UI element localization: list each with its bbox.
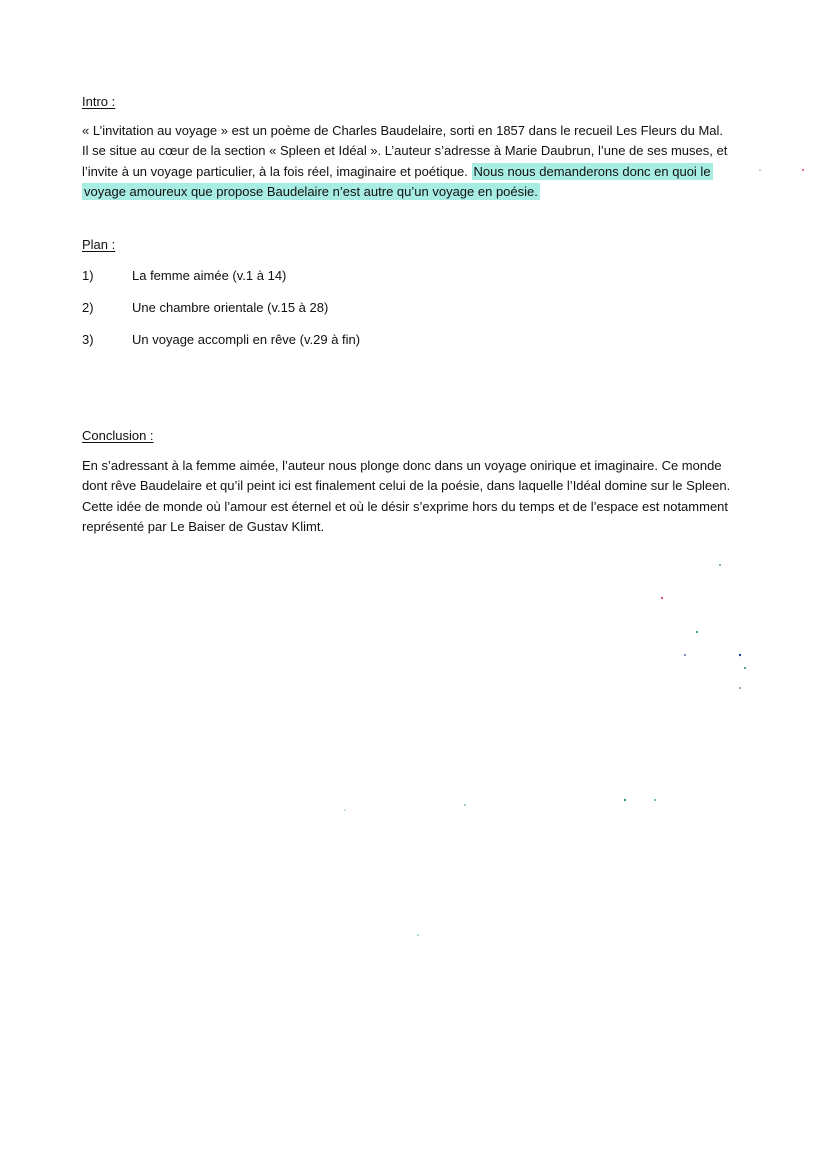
plan-heading: Plan : [82, 237, 116, 252]
plan-item-text: Une chambre orientale (v.15 à 28) [132, 300, 329, 315]
intro-text: « L’invitation au voyage » est un poème de Charles Baudelaire, sorti en 1857 dans le recueil Les Fleurs du Mal. Il se situe au cœur de la section « Spleen et Idéal ». L’auteur s’adresse à Marie Daubrun, l’une de ses muses, et l’invite à un voyage particulier, à la fois réel, imaginaire et poétique. [82, 123, 728, 179]
plan-item-text: Un voyage accompli en rêve (v.29 à fin) [132, 332, 361, 347]
intro-highlighted-question: Nous nous demanderons donc en quoi le voyage amoureux que propose Baudelaire n’est autre qu’un voyage en poésie. [84, 163, 711, 199]
intro-heading: Intro : [82, 94, 116, 109]
plan-item-text: La femme aimée (v.1 à 14) [132, 268, 287, 283]
plan-item-number: 1) [82, 268, 94, 283]
intro-paragraph [82, 121, 732, 202]
conclusion-heading: Conclusion : [82, 428, 154, 443]
plan-item-number: 3) [82, 332, 94, 347]
plan-item-number: 2) [82, 300, 94, 315]
conclusion-paragraph: En s’adressant à la femme aimée, l’auteur nous plonge donc dans un voyage onirique et imaginaire. Ce monde dont rêve Baudelaire et qu’il peint ici est finalement celui de la poésie, dans laquelle l’Idéal domine sur le Spleen. Cette idée de monde où l’amour est éternel et où le désir s’exprime hors du temps et de l’espace est notamment représenté par Le Baiser de Gustav Klimt. [82, 458, 731, 534]
